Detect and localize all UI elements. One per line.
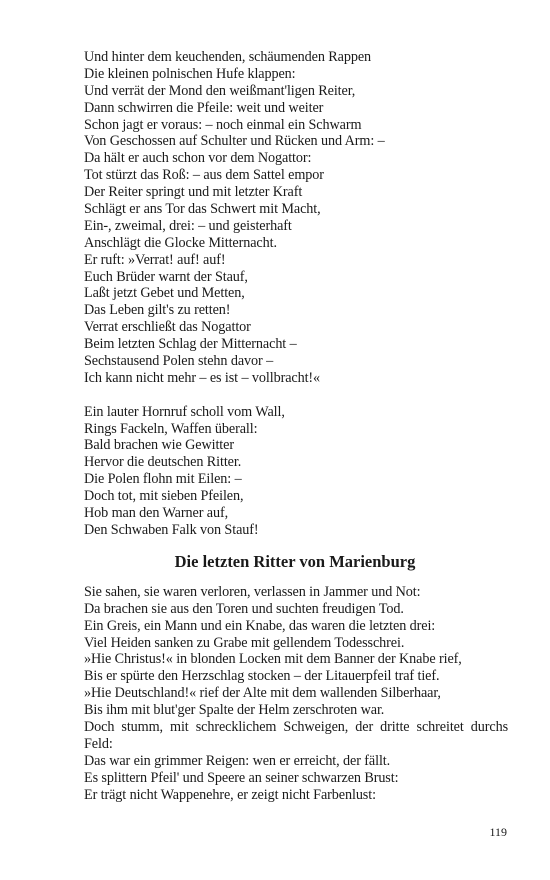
verse-line: Beim letzten Schlag der Mitternacht – (84, 336, 297, 353)
verse-line: Die Polen flohn mit Eilen: – (84, 471, 242, 488)
verse-line: Bald brachen wie Gewitter (84, 437, 234, 454)
verse-line: Bis er spürte den Herzschlag stocken – der Litauerpfeil traf tief. (84, 668, 440, 685)
verse-line: Da hält er auch schon vor dem Nogattor: (84, 150, 312, 167)
verse-line: Ein lauter Hornruf scholl vom Wall, (84, 403, 285, 420)
verse-line: Doch tot, mit sieben Pfeilen, (84, 488, 244, 505)
verse-line: Sechstausend Polen stehn davor – (84, 353, 274, 370)
verse-line: Die kleinen polnischen Hufe klappen: (84, 65, 296, 82)
verse-line: Das Leben gilt's zu retten! (84, 302, 231, 319)
verse-line: Hervor die deutschen Ritter. (84, 454, 242, 471)
poem-stanza-2 (84, 404, 514, 539)
verse-line: Ein Greis, ein Mann und ein Knabe, das waren die letzten drei: (84, 617, 436, 634)
verse-line: Sie sahen, sie waren verloren, verlassen in Jammer und Not: (84, 583, 421, 600)
verse-line: Der Reiter springt und mit letzter Kraft (84, 184, 303, 201)
verse-line: Doch stumm, mit schrecklichem Schweigen, der dritte schreitet durchs (84, 718, 508, 735)
verse-line: Er trägt nicht Wappenehre, er zeigt nicht Farbenlust: (84, 786, 376, 803)
poem-2-body (84, 584, 514, 804)
verse-line: Ein-, zweimal, drei: – und geisterhaft (84, 217, 292, 234)
verse-line: Es splittern Pfeil' und Speere an seiner schwarzen Brust: (84, 769, 399, 786)
verse-line: Da brachen sie aus den Toren und suchten freudigen Tod. (84, 600, 404, 617)
verse-line: Ich kann nicht mehr – es ist – vollbracht!« (84, 369, 321, 386)
verse-line: Und verrät der Mond den weißmant'ligen Reiter, (84, 82, 356, 99)
verse-line: Bis ihm mit blut'ger Spalte der Helm zerschroten war. (84, 702, 385, 719)
verse-line: Euch Brüder warnt der Stauf, (84, 268, 248, 285)
verse-line: Schon jagt er voraus: – noch einmal ein Schwarm (84, 116, 362, 133)
verse-line: Rings Fackeln, Waffen überall: (84, 420, 258, 437)
verse-line: Und hinter dem keuchenden, schäumenden Rappen (84, 49, 372, 65)
verse-line: Das war ein grimmer Reigen: wen er erreicht, der fällt. (84, 752, 391, 769)
verse-line: Schlägt er ans Tor das Schwert mit Macht, (84, 201, 321, 218)
verse-line: Feld: (84, 735, 113, 752)
page-content (84, 49, 514, 803)
verse-line: Laßt jetzt Gebet und Metten, (84, 285, 245, 302)
verse-line: Von Geschossen auf Schulter und Rücken und Arm: – (84, 133, 385, 150)
verse-line: Tot stürzt das Roß: – aus dem Sattel empor (84, 167, 324, 184)
verse-line: »Hie Christus!« in blonden Locken mit dem Banner der Knabe rief, (84, 651, 462, 668)
poem-stanza-1 (84, 49, 514, 387)
verse-line: Dann schwirren die Pfeile: weit und weiter (84, 99, 324, 116)
stanza-gap (84, 387, 514, 404)
verse-line: Viel Heiden sanken zu Grabe mit gellendem Todesschrei. (84, 634, 405, 651)
verse-line: Er ruft: »Verrat! auf! auf! (84, 251, 226, 268)
poem-title: Die letzten Ritter von Marienburg (174, 551, 416, 571)
verse-line: »Hie Deutschland!« rief der Alte mit dem wallenden Silberhaar, (84, 685, 441, 702)
verse-line: Anschlägt die Glocke Mitternacht. (84, 234, 277, 251)
verse-line: Hob man den Warner auf, (84, 505, 229, 522)
verse-line: Verrat erschließt das Nogattor (84, 319, 251, 336)
verse-line: Den Schwaben Falk von Stauf! (84, 521, 259, 538)
page-number: 119 (489, 825, 507, 839)
